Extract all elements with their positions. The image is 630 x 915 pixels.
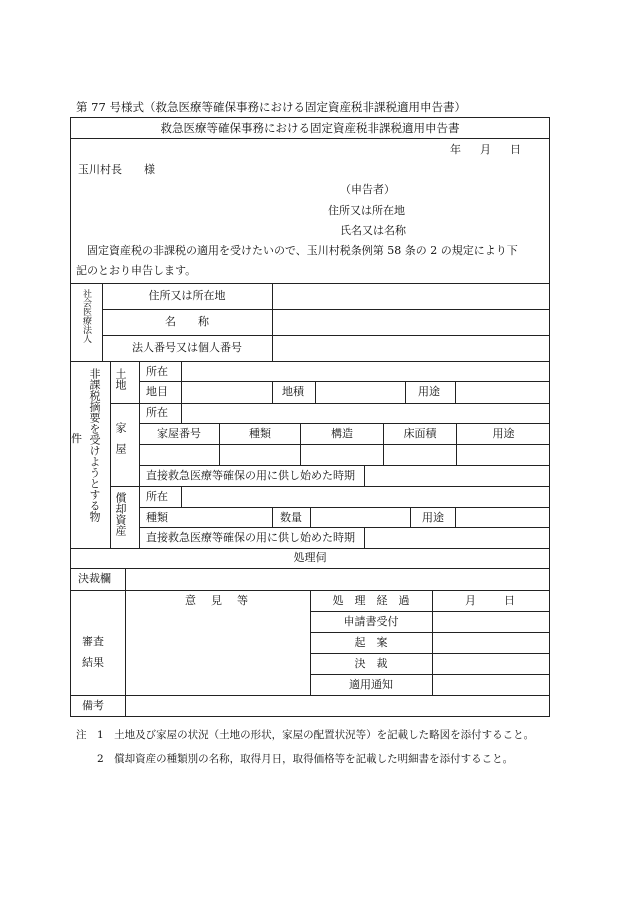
house-location-label: 所在: [146, 406, 168, 419]
month-day-header: 月 日: [465, 594, 517, 607]
dep-kind-label: 種類: [146, 511, 168, 524]
dep-quantity-label: 数量: [280, 511, 302, 524]
remarks-label: 備考: [82, 699, 104, 712]
recipient: 玉川村長 様: [78, 163, 155, 176]
house-label: 家屋: [114, 422, 127, 464]
date-field: 年 月 日: [450, 143, 525, 156]
step-draft: 起 案: [354, 636, 388, 649]
dep-location-label: 所在: [146, 490, 168, 503]
medical-corp-label: 社会医療法人: [81, 289, 91, 343]
mc-corp-number-label: 法人番号又は個人番号: [132, 341, 242, 354]
applicant-heading: （申告者）: [340, 183, 395, 196]
house-start-time-label: 直接救急医療等確保の用に供し始めた時期: [146, 469, 355, 482]
step-application-received: 申請書受付: [343, 615, 399, 628]
dep-usage-label: 用途: [422, 511, 444, 524]
note-2: 2 償却資産の種類別の名称，取得月日，取得価格等を記載した明細書を添付すること。: [76, 753, 514, 765]
dep-start-time-label: 直接救急医療等確保の用に供し始めた時期: [146, 531, 355, 544]
form-title: 救急医療等確保事務における固定資産税非課税適用申告書: [160, 121, 460, 135]
statement-line1: 固定資産税の非課税の適用を受けたいので、玉川村税条例第 58 条の 2 の規定により下: [76, 244, 518, 257]
result-label: 結果: [82, 656, 104, 669]
land-label: 土地: [114, 368, 127, 390]
land-lot-type-label: 地目: [146, 385, 168, 398]
land-area-label: 地積: [282, 385, 304, 398]
note-1: 注 1 土地及び家屋の状況（土地の形状，家屋の配置状況等）を記載した略図を添付すること。: [76, 729, 535, 741]
house-header-structure: 構造: [331, 427, 353, 440]
property-section-label: 非課税摘要を受けようとする物: [88, 368, 101, 522]
applicant-name-label: 氏名又は名称: [340, 224, 406, 237]
decision-label: 決裁欄: [78, 572, 111, 585]
land-usage-label: 用途: [418, 385, 440, 398]
processing-title: 処理伺: [293, 551, 327, 564]
house-header-type: 種類: [249, 427, 271, 440]
step-decision: 決 裁: [354, 657, 388, 670]
opinion-header: 意 見 等: [185, 594, 250, 607]
land-location-label: 所在: [146, 365, 168, 378]
house-header-usage: 用途: [492, 427, 515, 440]
process-header: 処 理 経 過: [332, 594, 410, 607]
statement-line2: 記のとおり申告します。: [76, 264, 197, 277]
review-label: 審査: [82, 635, 104, 648]
mc-address-label: 住所又は所在地: [148, 289, 226, 302]
applicant-address-label: 住所又は所在地: [328, 204, 405, 217]
step-notification: 適用通知: [349, 678, 393, 691]
form-caption: 第 77 号様式（救急医療等確保事務における固定資産税非課税適用申告書）: [76, 100, 466, 114]
house-header-floor-area: 床面積: [403, 427, 437, 440]
depreciable-label: 償却資産: [114, 492, 127, 536]
property-side-label: 件: [71, 432, 82, 445]
house-header-number: 家屋番号: [157, 427, 201, 440]
mc-name-label: 名 称: [165, 315, 209, 328]
